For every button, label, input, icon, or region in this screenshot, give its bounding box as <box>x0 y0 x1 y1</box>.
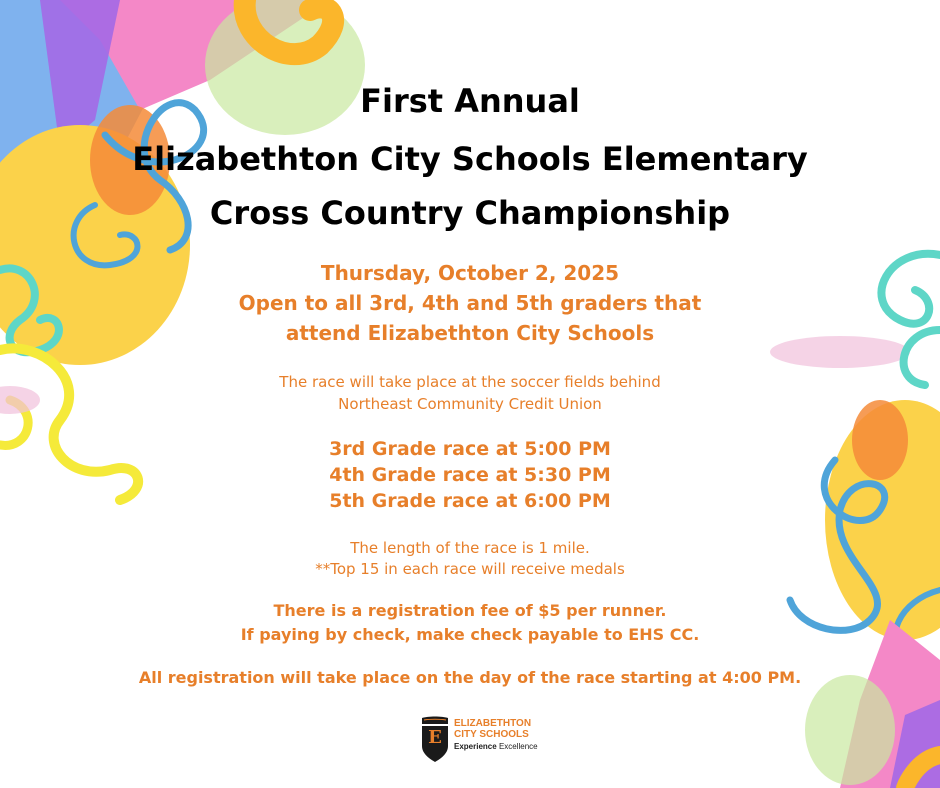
fee-line-2: If paying by check, make check payable to EHS CC. <box>240 625 700 644</box>
location-line-1: The race will take place at the soccer fields behind <box>279 373 661 391</box>
title-line-2: Elizabethton City Schools Elementary <box>132 140 808 178</box>
fee-line-1: There is a registration fee of $5 per runner. <box>273 601 667 620</box>
logo-tagline-rest: Excellence <box>498 742 538 751</box>
schedule-4th-grade: 4th Grade race at 5:30 PM <box>329 464 611 486</box>
logo-name <box>454 718 531 740</box>
title-line-3: Cross Country Championship <box>209 194 731 232</box>
logo-tagline <box>454 742 538 751</box>
medals-note: **Top 15 in each race will receive medals <box>315 560 625 578</box>
school-logo <box>420 712 560 764</box>
logo-tagline-bold: Experience <box>454 742 497 751</box>
registration-note: All registration will take place on the day of the race starting at 4:00 PM. <box>138 668 802 687</box>
event-date: Thursday, October 2, 2025 <box>320 261 620 285</box>
logo-name-line-2: CITY SCHOOLS <box>454 729 529 740</box>
logo-name-line-1: ELIZABETHTON <box>454 718 532 729</box>
title-line-1: First Annual <box>360 82 580 120</box>
race-length: The length of the race is 1 mile. <box>350 539 590 557</box>
location-line-2: Northeast Community Credit Union <box>338 395 602 413</box>
eligibility-line-2: attend Elizabethton City Schools <box>285 321 655 345</box>
logo-letter: E <box>428 727 442 748</box>
eligibility-line-1: Open to all 3rd, 4th and 5th graders that <box>238 291 702 315</box>
schedule-3rd-grade: 3rd Grade race at 5:00 PM <box>329 438 611 460</box>
schedule-5th-grade: 5th Grade race at 6:00 PM <box>329 490 611 512</box>
